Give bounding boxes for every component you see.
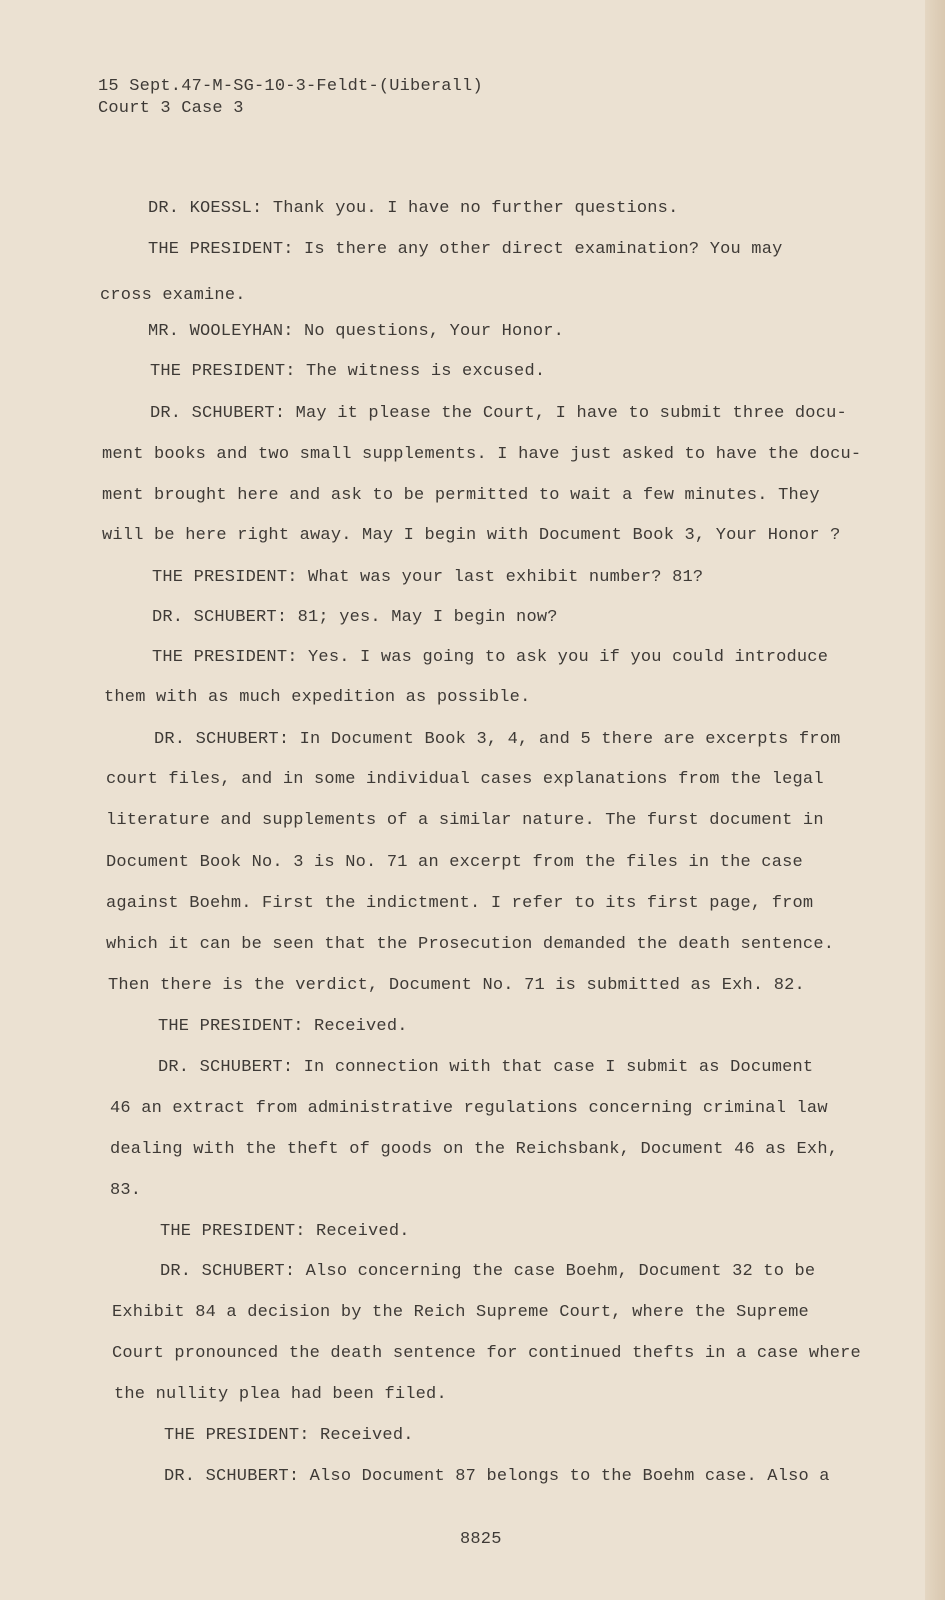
document-header [98,76,483,120]
transcript-line: court files, and in some individual cases explanations from the legal [106,770,824,789]
transcript-line: 83. [110,1181,142,1200]
transcript-line: THE PRESIDENT: Is there any other direct examination? You may [148,240,783,259]
header-court: Court 3 Case 3 [98,99,244,118]
transcript-line: will be here right away. May I begin with Document Book 3, Your Honor ? [102,526,841,545]
transcript-line: THE PRESIDENT: Received. [160,1222,410,1241]
transcript-line: DR. SCHUBERT: May it please the Court, I have to submit three docu- [150,404,847,423]
transcript-line: Document Book No. 3 is No. 71 an excerpt from the files in the case [106,853,803,872]
transcript-line: DR. SCHUBERT: 81; yes. May I begin now? [152,608,558,627]
transcript-line: DR. SCHUBERT: Also concerning the case Boehm, Document 32 to be [160,1262,816,1281]
transcript-line: THE PRESIDENT: Received. [164,1426,414,1445]
page-edge [925,0,945,1600]
transcript-line: cross examine. [100,286,246,305]
transcript-line: literature and supplements of a similar nature. The furst document in [106,811,824,830]
page-number: 8825 [460,1530,502,1549]
transcript-line: ment books and two small supplements. I have just asked to have the docu- [102,445,862,464]
transcript-line: DR. SCHUBERT: Also Document 87 belongs to the Boehm case. Also a [164,1467,830,1486]
transcript-line: Then there is the verdict, Document No. 71 is submitted as Exh. 82. [108,976,805,995]
transcript-line: dealing with the theft of goods on the Reichsbank, Document 46 as Exh, [110,1140,839,1159]
transcript-line: THE PRESIDENT: The witness is excused. [150,362,546,381]
header-reference: 15 Sept.47-M-SG-10-3-Feldt-(Uiberall) [98,77,483,96]
transcript-line: them with as much expedition as possible. [104,688,531,707]
transcript-line: DR. SCHUBERT: In connection with that case I submit as Document [158,1058,814,1077]
transcript-line: ment brought here and ask to be permitted to wait a few minutes. They [102,486,820,505]
transcript-line: DR. SCHUBERT: In Document Book 3, 4, and 5 there are excerpts from [154,730,841,749]
transcript-line: which it can be seen that the Prosecution demanded the death sentence. [106,935,835,954]
transcript-line: 46 an extract from administrative regulations concerning criminal law [110,1099,828,1118]
transcript-line: the nullity plea had been filed. [114,1385,447,1404]
transcript-line: THE PRESIDENT: Received. [158,1017,408,1036]
transcript-line: Court pronounced the death sentence for continued thefts in a case where [112,1344,861,1363]
transcript-line: DR. KOESSL: Thank you. I have no further questions. [148,199,679,218]
transcript-line: Exhibit 84 a decision by the Reich Supreme Court, where the Supreme [112,1303,809,1322]
transcript-line: THE PRESIDENT: Yes. I was going to ask you if you could introduce [152,648,829,667]
transcript-line: against Boehm. First the indictment. I refer to its first page, from [106,894,814,913]
transcript-line: MR. WOOLEYHAN: No questions, Your Honor. [148,322,565,341]
transcript-line: THE PRESIDENT: What was your last exhibit number? 81? [152,568,704,587]
